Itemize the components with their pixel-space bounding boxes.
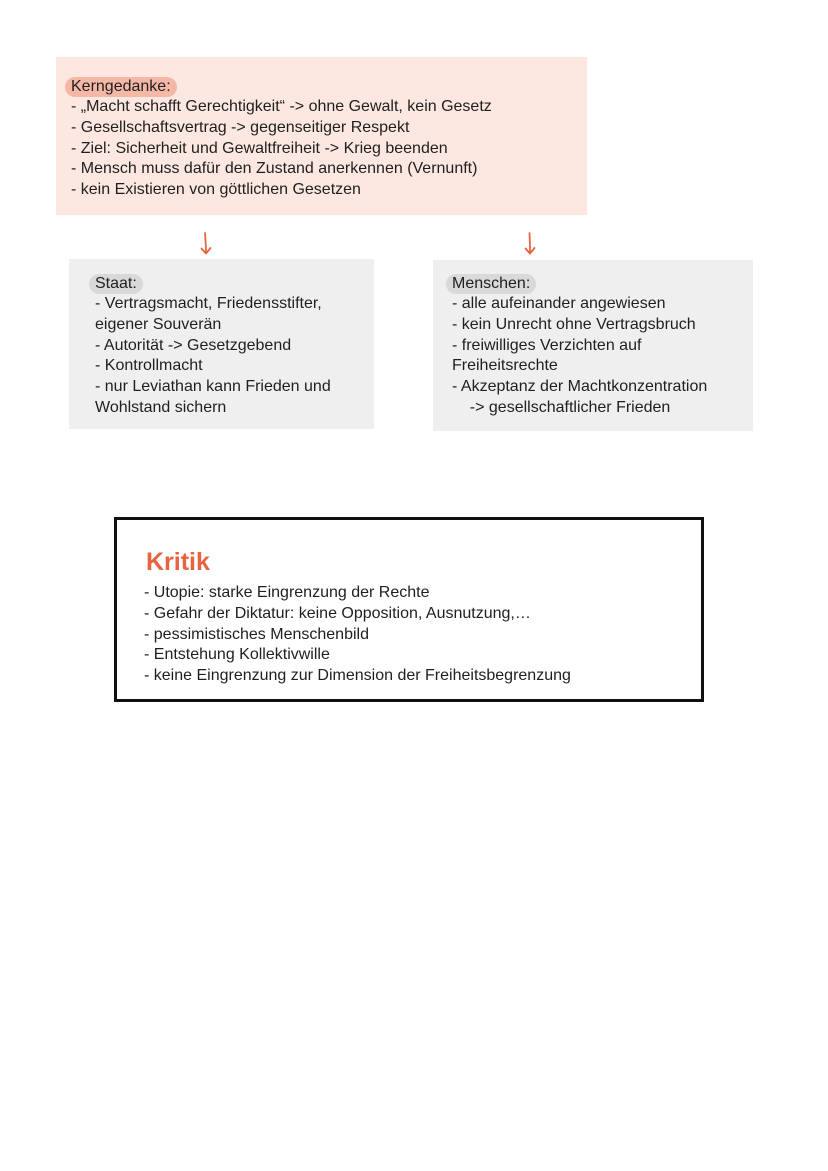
list-item: - Vertragsmacht, Friedensstifter, [95,295,322,312]
list-item: - Gesellschaftsvertrag -> gegenseitiger Respekt [71,118,410,136]
list-item: -> gesellschaftlicher Frieden [452,398,671,416]
menschen-list [452,294,753,419]
list-item: - freiwilliges Verzichten auf [452,336,642,354]
list-item: - Ziel: Sicherheit und Gewaltfreiheit -> Krieg beenden [71,139,448,157]
list-item: - Autorität -> Gesetzgebend [95,336,292,354]
kritik-box [114,517,704,702]
list-item: - keine Eingrenzung zur Dimension der Freiheitsbegrenzung [144,667,571,685]
menschen-heading: Menschen: [446,274,536,294]
list-item: - alle aufeinander angewiesen [452,295,666,312]
kritik-list [144,583,701,687]
list-item: - Entstehung Kollektivwille [144,646,330,664]
core-ideas-heading: Kerngedanke: [65,77,177,97]
list-item: - Gefahr der Diktatur: keine Opposition, Ausnutzung,… [144,604,531,622]
list-item: - „Macht schafft Gerechtigkeit“ -> ohne Gewalt, kein Gesetz [71,98,492,115]
menschen-box [433,260,753,431]
core-ideas-box [56,57,587,215]
list-item: eigener Souverän [95,315,222,333]
staat-box [69,259,374,429]
arrow-down-icon [199,231,213,257]
list-item: - Akzeptanz der Machtkonzentration [452,378,708,396]
list-item: - Utopie: starke Eingrenzung der Rechte [144,584,430,601]
list-item: Freiheitsrechte [452,357,558,375]
staat-heading: Staat: [89,274,143,294]
list-item: Wohlstand sichern [95,398,227,416]
list-item: - nur Leviathan kann Frieden und [95,378,331,396]
list-item: - kein Unrecht ohne Vertragsbruch [452,315,696,333]
arrow-down-icon [523,231,537,257]
kritik-title: Kritik [146,548,210,576]
list-item: - Mensch muss dafür den Zustand anerkennen (Vernunft) [71,160,478,178]
staat-list [95,294,374,419]
list-item: - Kontrollmacht [95,357,203,375]
list-item: - kein Existieren von göttlichen Gesetzen [71,181,361,199]
core-ideas-list [71,97,587,201]
list-item: - pessimistisches Menschenbild [144,625,369,643]
